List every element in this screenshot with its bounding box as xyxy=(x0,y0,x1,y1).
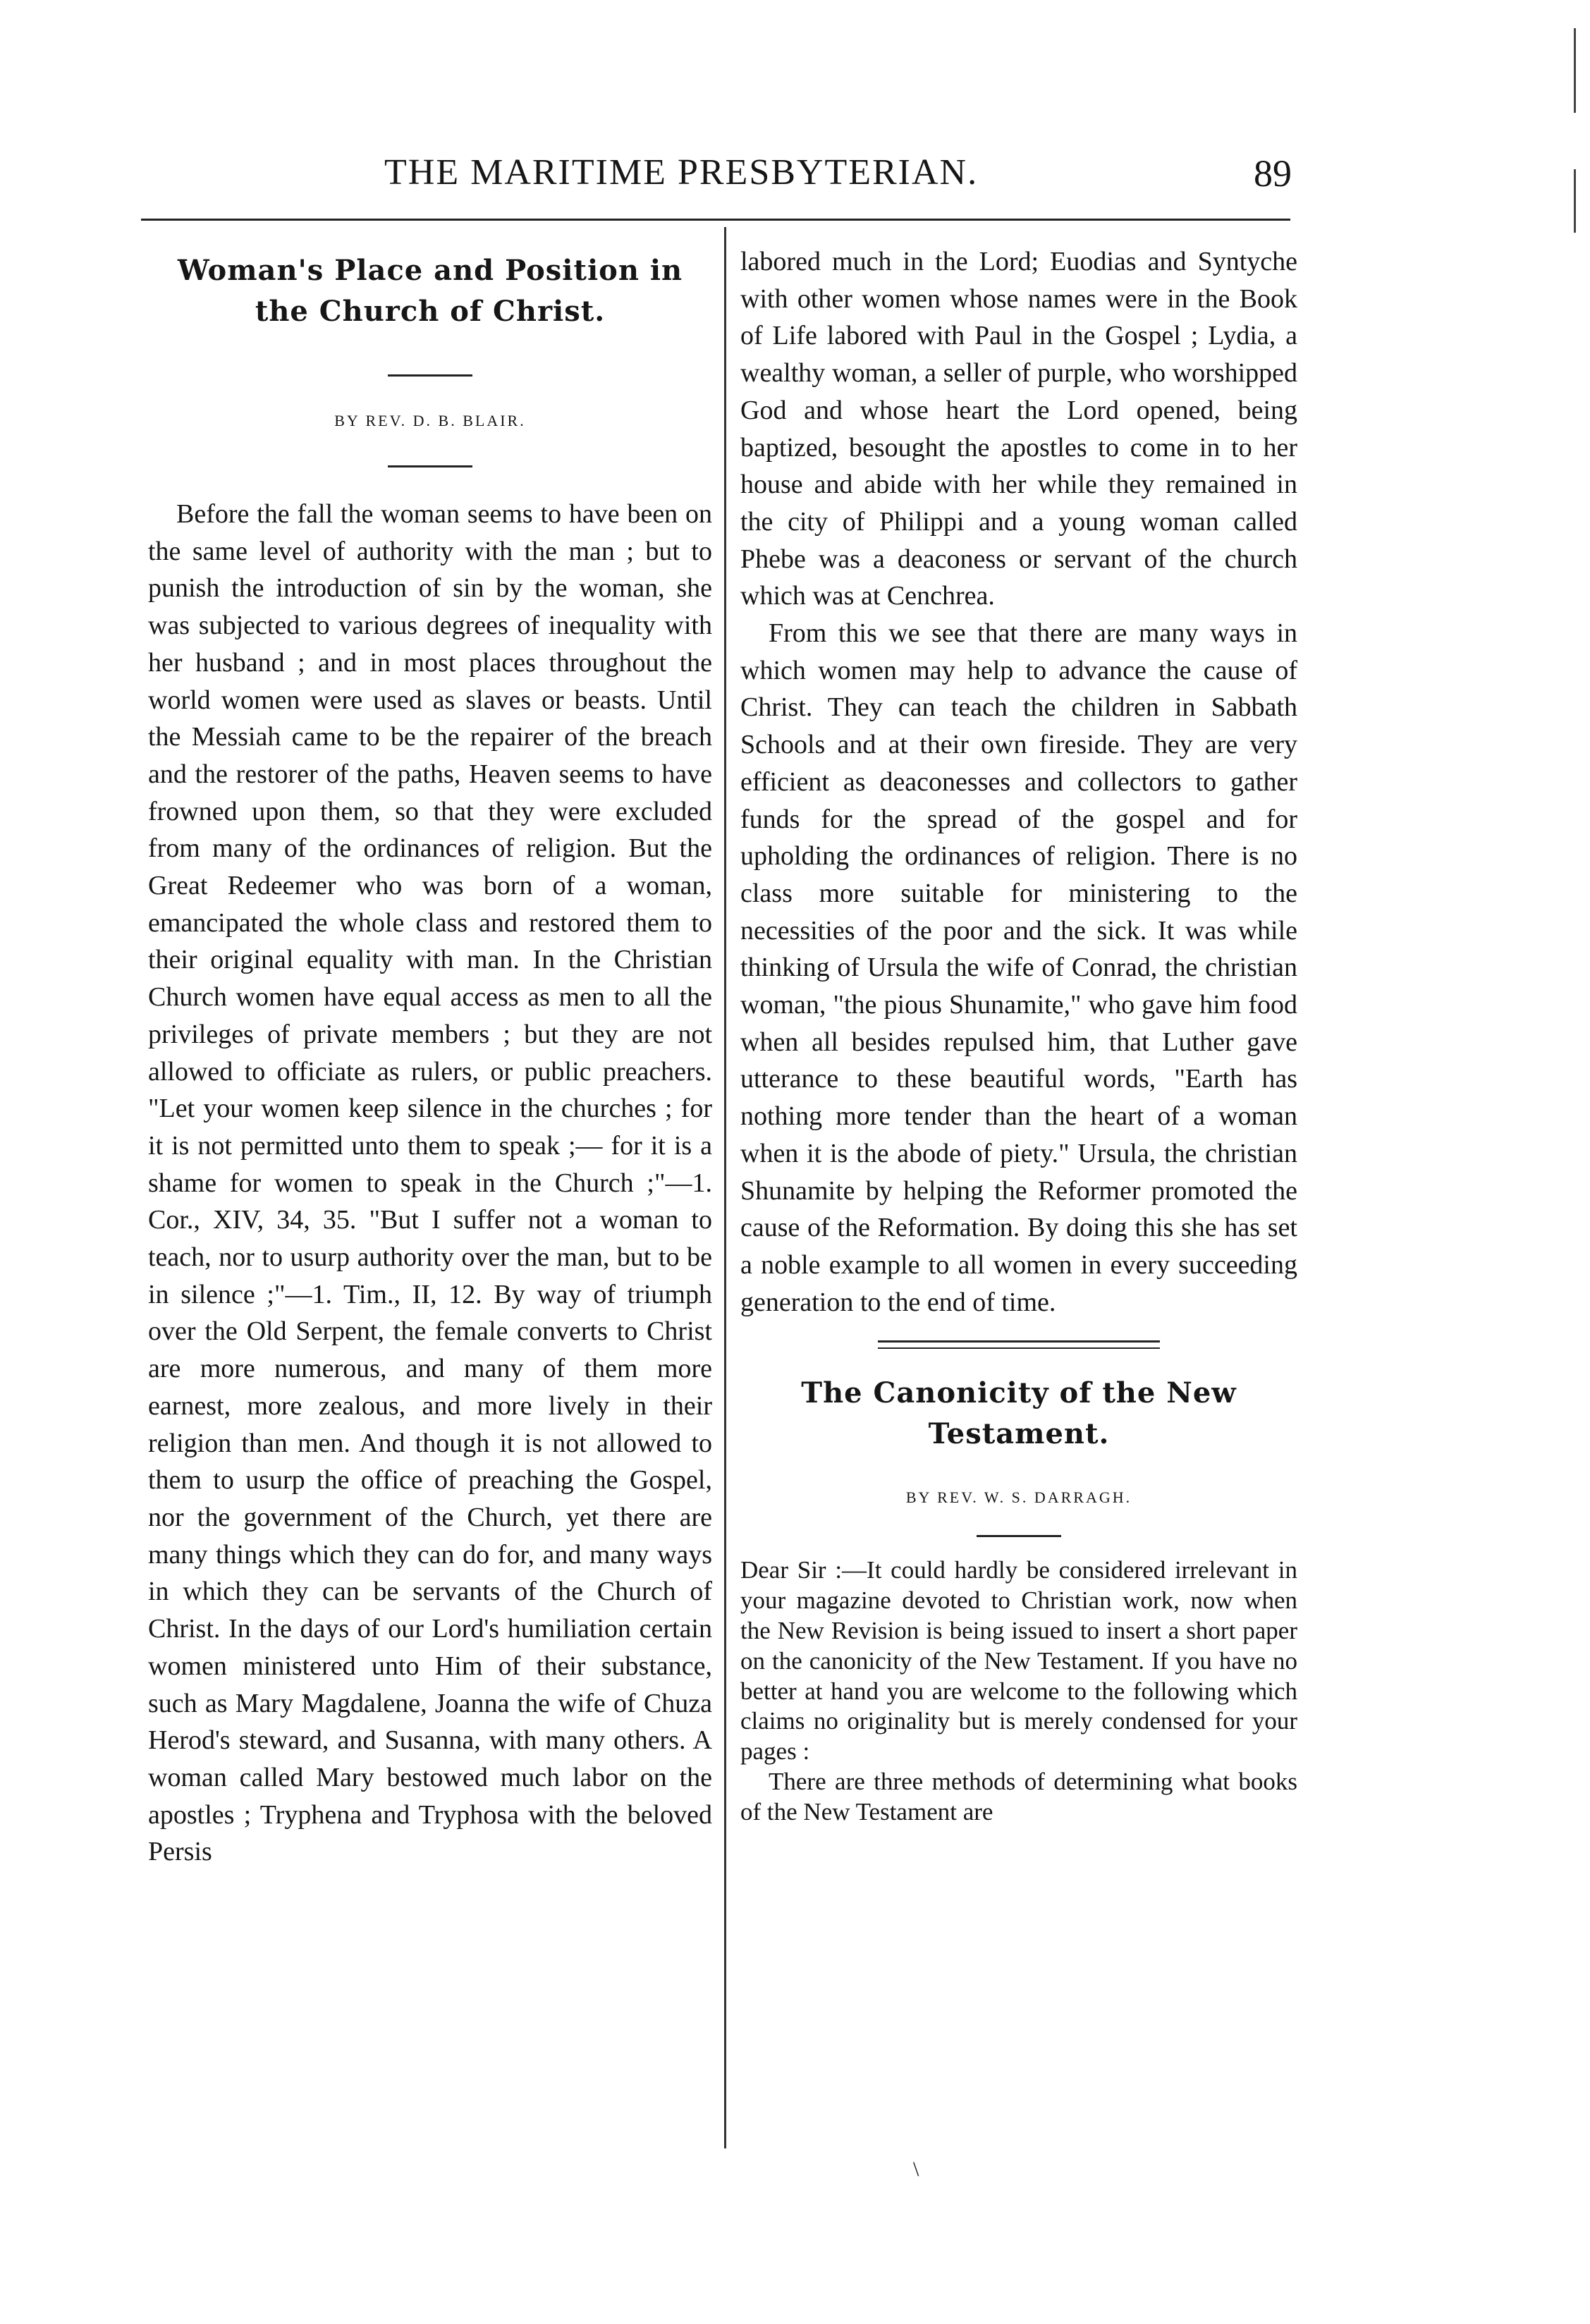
running-head-title: THE MARITIME PRESBYTERIAN. xyxy=(384,152,979,192)
article-title-line: Testament. xyxy=(928,1417,1110,1451)
page-edge-mark xyxy=(1574,169,1576,233)
article-paragraph: From this we see that there are many ways in which women may help to advance the cause of Christ. They can teach the children in Sabbath Schools and at their own fireside. They are very efficient as deaconesses and collectors to gather funds for the spread of the gospel and for upholding the ordinances of religion. There is no class more suitable for ministering to the necessities of the poor and the sick. It was while thinking of Ursula the wife of Conrad, the christian woman, "the pious Shunamite," who gave him food when all besides repulsed him, that Luther gave utterance to these beautiful words, "Earth has nothing more tender than the heart of a woman when it is the abode of piety." Ursula, the christian Shunamite by helping the Reformer promoted the cause of the Reformation. By doing this she has set a noble example to all women in every succeeding generation to the end of time. xyxy=(740,618,1297,1317)
print-speck: \ xyxy=(913,2158,919,2181)
right-column xyxy=(740,243,1297,1828)
article-paragraph-continued: labored much in the Lord; Euodias and Syntyche with other women whose names were in the Book of Life labored with Paul in the Gospel ; Lydia, a wealthy woman, a seller of purple, who worshipped God and whose heart the Lord opened, being baptized, besought the apostles to come in to her house and abide with her while they remained in the city of Philippi and a young woman called Phebe was a deaconess or servant of the church which was at Cenchrea. xyxy=(740,247,1297,611)
left-column xyxy=(148,243,712,1871)
column-divider xyxy=(724,227,726,2148)
page-number: 89 xyxy=(1254,152,1292,195)
article-paragraph: Before the fall the woman seems to have been on the same level of authority with the man ; but to punish the introduction of sin by the woman, she was subjected to various degrees of inequality with her husband ; and in most places throughout the world women were used as slaves or beasts. Until the Messiah came to be the repairer of the breach and the restorer of the paths, Heaven seems to have frowned upon them, so that they were excluded from many of the ordinances of religion. But the Great Redeemer who was born of a woman, emancipated the whole class and restored them to their original equality with man. In the Christian Church women have equal access as men to all the privileges of private members ; but they are not allowed to officiate as rulers, or public preachers. "Let your women keep silence in the churches ; for it is not permitted unto them to speak ;— for it is a shame for women to speak in the Church ;"—1. Cor., XIV, 34, 35. "But I suffer not a woman to teach, nor to usurp authority over the man, but to be in silence ;"—1. Tim., II, 12. By way of triumph over the Old Serpent, the female converts to Christ are more numerous, and many of them more earnest, more zealous, and more lively in their religion than men. And though it is not allowed to them to usurp the office of preaching the Gospel, nor the government of the Church, yet there are many things which they can do for, and many ways in which they can be servants of the Church of Christ. In the days of our Lord's humiliation certain women ministered unto Him of their substance, such as Mary Magdalene, Joanna the wife of Chuza Herod's steward, and Susanna, with many others. A woman called Mary bestowed much labor on the apostles ; Tryphena and Tryphosa with the beloved Persis xyxy=(148,499,712,1867)
article-paragraph: There are three methods of determining what books of the New Testament are xyxy=(740,1767,1297,1825)
article-byline: BY REV. D. B. BLAIR. xyxy=(334,412,526,429)
article-title-line: The Canonicity of the New xyxy=(801,1376,1237,1410)
section-separator xyxy=(878,1340,1160,1349)
header-rule xyxy=(141,219,1290,221)
article-byline: BY REV. W. S. DARRAGH. xyxy=(905,1488,1132,1507)
article-title-line: the Church of Christ. xyxy=(255,295,606,328)
article-paragraph: Dear Sir :—It could hardly be considered irrelevant in your magazine devoted to Christian work, now when the New Revision is being issued to insert a short paper on the canonicity of the New Testament. If you have no better at hand you are welcome to the following which claims no originality but is merely condensed for your pages : xyxy=(740,1556,1297,1766)
article-title-line: Woman's Place and Position in xyxy=(177,254,683,287)
page-edge-mark xyxy=(1574,28,1576,113)
